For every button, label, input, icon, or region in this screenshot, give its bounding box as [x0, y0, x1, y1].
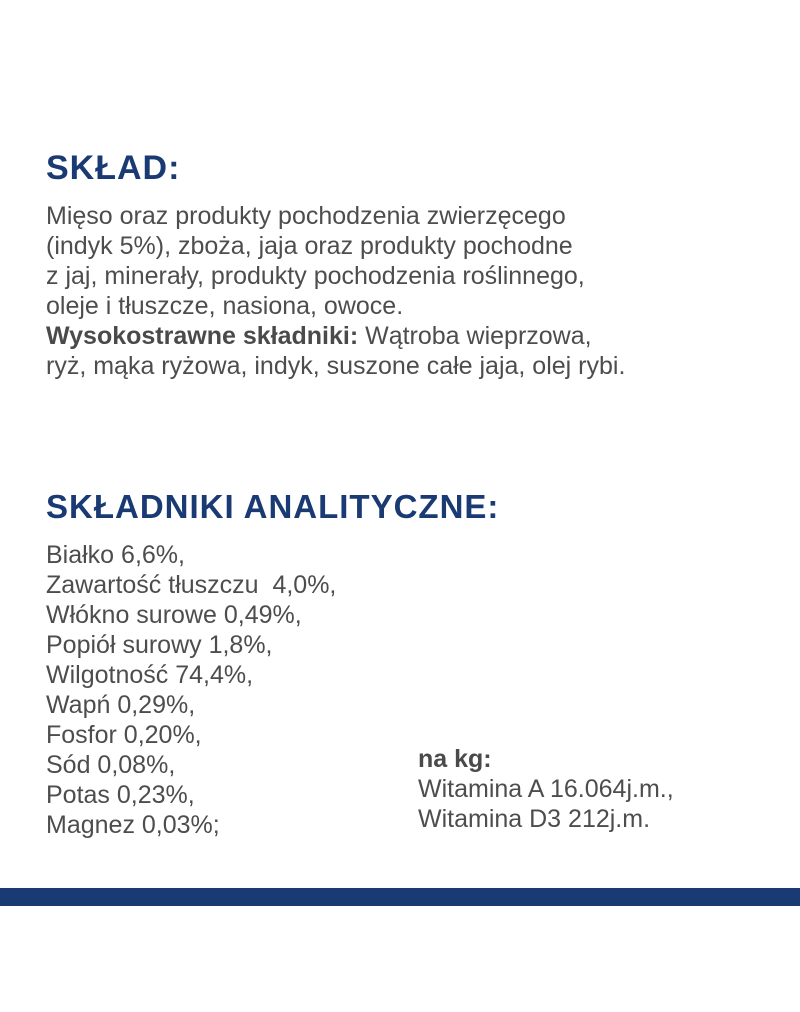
- per-kg-list: [418, 744, 674, 834]
- high-quality-text-1: Wątroba wieprzowa,: [358, 322, 592, 350]
- composition-line: (indyk 5%), zboża, jaja oraz produkty pochodne: [46, 232, 573, 260]
- analytical-item-moisture: Wilgotność 74,4%,: [46, 661, 254, 689]
- analytical-item-magnesium: Magnez 0,03%;: [46, 811, 220, 839]
- analytical-item-protein: Białko 6,6%,: [46, 541, 185, 569]
- bottom-bar: [0, 888, 800, 906]
- analytical-item-potassium: Potas 0,23%,: [46, 781, 195, 809]
- analytical-item-ash: Popiół surowy 1,8%,: [46, 631, 273, 659]
- composition-text: [46, 201, 786, 381]
- vitamin-a: Witamina A 16.064j.m.,: [418, 775, 674, 803]
- high-quality-label: Wysokostrawne składniki:: [46, 322, 359, 350]
- analytical-item-fibre: Włókno surowe 0,49%,: [46, 601, 302, 629]
- analytical-item-calcium: Wapń 0,29%,: [46, 691, 196, 719]
- analytical-item-phosphorus: Fosfor 0,20%,: [46, 721, 202, 749]
- composition-line: z jaj, minerały, produkty pochodzenia roślinnego,: [46, 262, 585, 290]
- high-quality-text-2: ryż, mąka ryżowa, indyk, suszone całe jaja, olej rybi.: [46, 352, 626, 380]
- high-quality-line: [46, 321, 786, 351]
- analytical-heading: SKŁADNIKI ANALITYCZNE:: [46, 488, 500, 525]
- composition-line: Mięso oraz produkty pochodzenia zwierzęcego: [46, 202, 566, 230]
- composition-line: oleje i tłuszcze, nasiona, owoce.: [46, 292, 404, 320]
- vitamin-d3: Witamina D3 212j.m.: [418, 805, 651, 833]
- analytical-item-sodium: Sód 0,08%,: [46, 751, 176, 779]
- composition-heading: SKŁAD:: [46, 149, 181, 187]
- per-kg-label: na kg:: [418, 745, 492, 773]
- analytical-item-fat: Zawartość tłuszczu 4,0%,: [46, 571, 337, 599]
- analytical-list: [46, 540, 336, 840]
